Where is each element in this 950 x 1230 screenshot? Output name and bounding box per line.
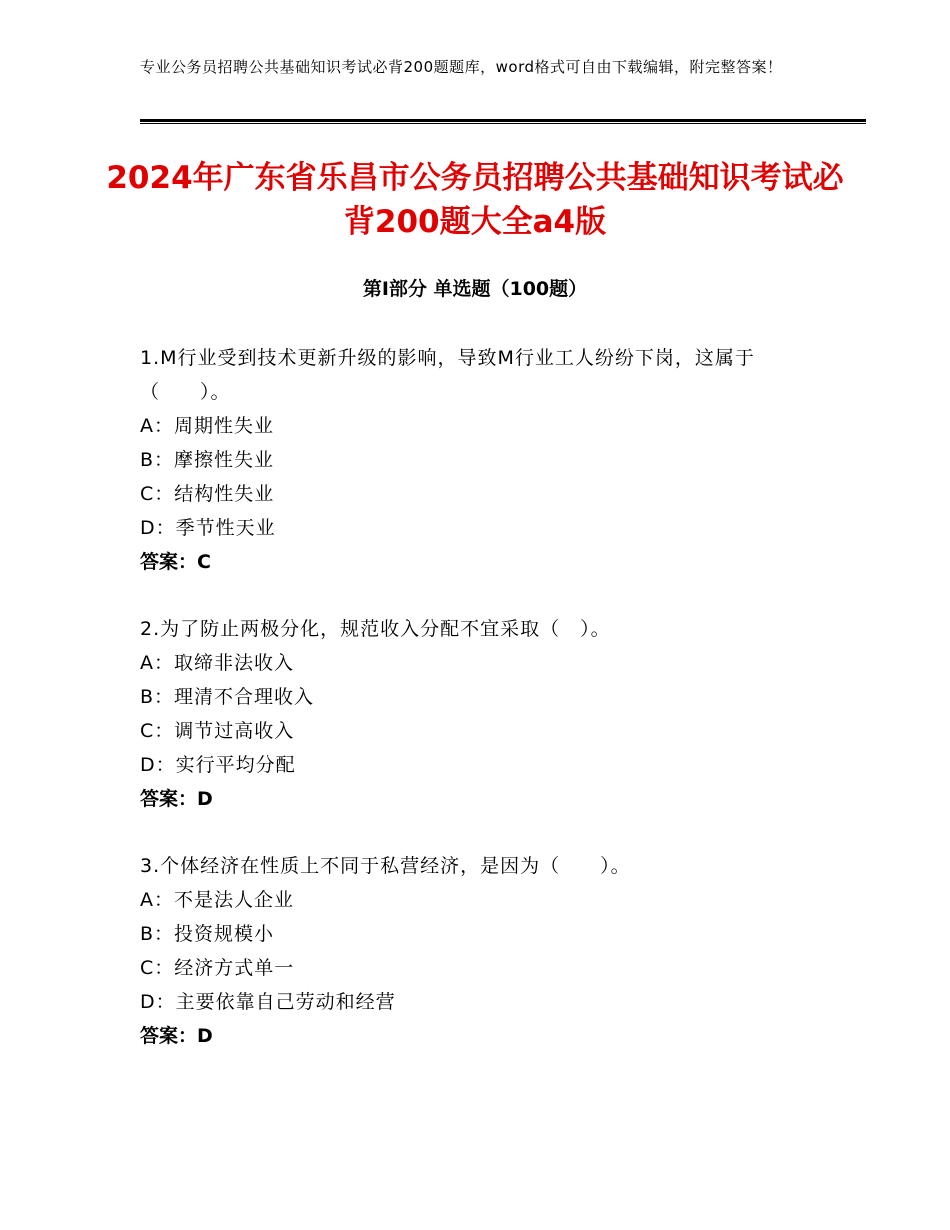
option-a: A：取缔非法收入: [140, 652, 294, 674]
option-c: C：结构性失业: [140, 483, 275, 505]
question-1: [140, 341, 830, 579]
question-stem: 3.个体经济在性质上不同于私营经济，是因为（ ）。: [140, 855, 631, 877]
option-a: A：不是法人企业: [140, 889, 294, 911]
option-d: D：季节性天业: [140, 517, 276, 539]
option-c: C：经济方式单一: [140, 957, 295, 979]
question-stem: 2.为了防止两极分化，规范收入分配不宜采取（ ）。: [140, 618, 611, 640]
section-heading: 第Ⅰ部分 单选题（100题）: [362, 278, 588, 300]
option-d: D：主要依靠自己劳动和经营: [140, 991, 396, 1013]
option-b: B：投资规模小: [140, 923, 275, 945]
question-stem: 1.M行业受到技术更新升级的影响，导致M行业工人纷纷下岗，这属于（ ）。: [140, 347, 755, 403]
option-b: B：理清不合理收入: [140, 686, 315, 708]
option-a: A：周期性失业: [140, 415, 274, 437]
question-list: [140, 341, 830, 1086]
option-c: C：调节过高收入: [140, 720, 295, 742]
document-title: 2024年广东省乐昌市公务员招聘公共基础知识考试必背200题大全a4版: [106, 160, 844, 240]
option-d: D：实行平均分配: [140, 754, 296, 776]
header-divider: [140, 119, 866, 124]
answer-text: 答案：C: [140, 551, 211, 573]
question-2: [140, 612, 830, 816]
question-3: [140, 849, 830, 1053]
option-b: B：摩擦性失业: [140, 449, 275, 471]
answer-text: 答案：D: [140, 1025, 213, 1047]
header-note: 专业公务员招聘公共基础知识考试必背200题题库，word格式可自由下载编辑，附完整答案！: [140, 58, 783, 76]
answer-text: 答案：D: [140, 788, 213, 810]
